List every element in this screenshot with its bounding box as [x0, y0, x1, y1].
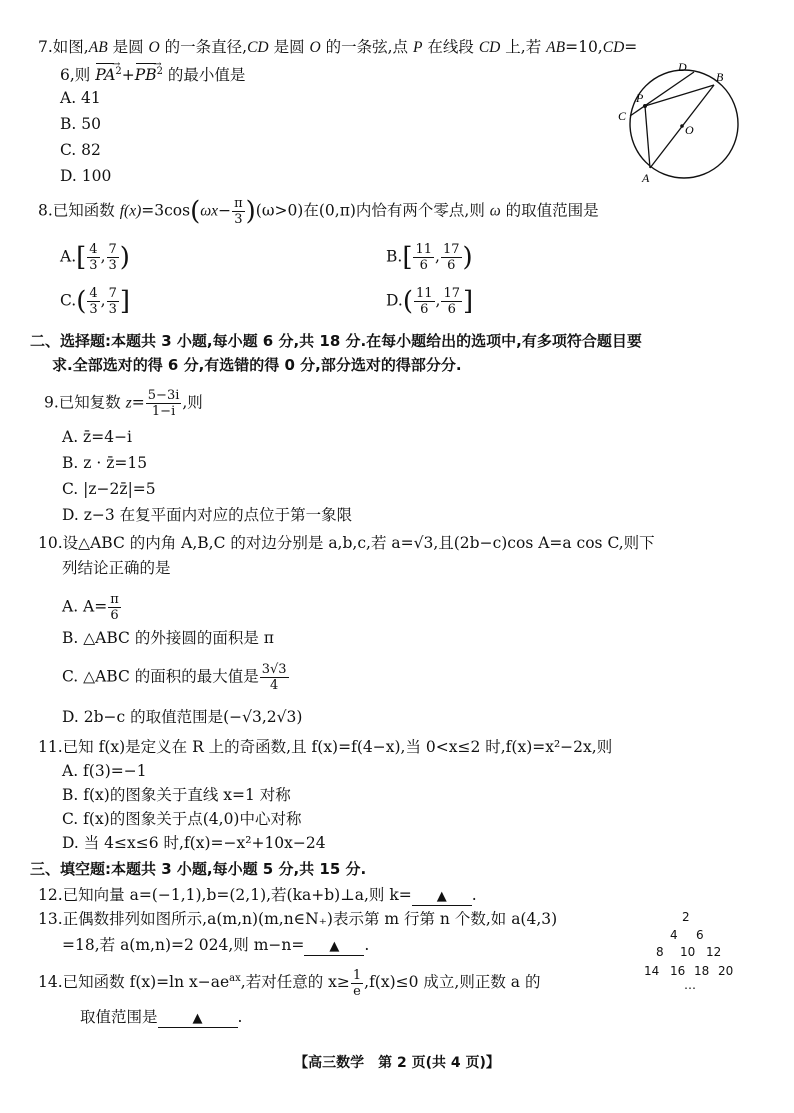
- q13-answer-blank[interactable]: ▲: [304, 939, 364, 956]
- section-2-heading: 二、选择题:本题共 3 小题,每小题 6 分,共 18 分.在每小题给出的选项中,有多项符合题目要: [30, 332, 642, 350]
- page-footer: 【高三数学 第 2 页(共 4 页)】: [294, 1055, 500, 1071]
- q12-answer-blank[interactable]: ▲: [412, 889, 472, 906]
- question-13: 13.正偶数排列如图所示,a(m,n)(m,n∈N₊)表示第 m 行第 n 个数,如 a(4,3): [38, 910, 558, 928]
- q9-option-b: B. z · z̄=15: [62, 454, 148, 472]
- question-10: 10.设△ABC 的内角 A,B,C 的对边分别是 a,b,c,若 a=√3,且(2b−c)cos A=a cos C,则下: [38, 534, 655, 552]
- fig-label-b: B: [716, 70, 724, 84]
- question-8: 8.已知函数 f(x)=3cos(ωx− $\frac{\pi}{3}$ )(ω>0)在(0,π)内恰有两个零点,则 ω 的取值范围是: [38, 196, 599, 227]
- q7-option-c: C. 82: [60, 141, 101, 159]
- fig-label-p: P: [636, 91, 644, 105]
- question-9: 9.已知复数 z= $\frac{5-3i}{1-i}$ ,则: [44, 388, 203, 419]
- fig-label-o: O: [685, 123, 694, 137]
- fig-label-d: D: [678, 60, 687, 74]
- fig-label-c: C: [618, 109, 627, 123]
- q10-option-a: A. A= $\frac{\pi}{6}$: [62, 592, 119, 623]
- fig-label-a: A: [642, 171, 650, 185]
- q9-option-c: C. |z−2z̄|=5: [62, 480, 156, 498]
- q9-option-d: D. z−3 在复平面内对应的点位于第一象限: [62, 506, 353, 524]
- q7-option-d: D. 100: [60, 167, 112, 185]
- q8-option-d: D.( $\frac{11}{6}$ , $\frac{17}{6}$ ]: [386, 286, 474, 317]
- q11-option-d: D. 当 4≤x≤6 时,f(x)=−x²+10x−24: [62, 834, 326, 852]
- q7-option-a: A. 41: [60, 89, 101, 107]
- question-10-line2: 列结论正确的是: [62, 559, 171, 577]
- question-7: 7.如图,AB 是圆 O 的一条直径,CD 是圆 O 的一条弦,点 P 在线段 CD 上,若 AB=10,CD=: [38, 38, 638, 56]
- q11-option-c: C. f(x)的图象关于点(4,0)中心对称: [62, 810, 302, 828]
- question-11: 11.已知 f(x)是定义在 R 上的奇函数,且 f(x)=f(4−x),当 0<x≤2 时,f(x)=x²−2x,则: [38, 738, 613, 756]
- q8-option-c: C.( $\frac{4}{3}$ , $\frac{7}{3}$ ]: [60, 286, 131, 317]
- q14-answer-blank[interactable]: ▲: [158, 1011, 238, 1028]
- section-2-heading-line2: 求.全部选对的得 6 分,有选错的得 0 分,部分选对的得部分分.: [52, 356, 462, 374]
- q10-option-b: B. △ABC 的外接圆的面积是 π: [62, 629, 274, 647]
- q7-option-b: B. 50: [60, 115, 101, 133]
- question-13-line2: =18,若 a(m,n)=2 024,则 m−n= ▲ .: [62, 936, 370, 954]
- q7-circle-figure: [612, 58, 747, 188]
- q10-option-d: D. 2b−c 的取值范围是(−√3,2√3): [62, 708, 303, 726]
- q10-option-c: C. △ABC 的面积的最大值是 $\frac{3√3}{4}$: [62, 662, 287, 693]
- q11-option-b: B. f(x)的图象关于直线 x=1 对称: [62, 786, 291, 804]
- question-14: 14.已知函数 f(x)=ln $x-ae^{ax}$,若对任意的 x≥ $\frac{1}{e}$ ,f(x)≤0 成立,则正数 a 的: [38, 967, 541, 999]
- section-3-heading: 三、填空题:本题共 3 小题,每小题 5 分,共 15 分.: [30, 860, 367, 878]
- question-14-line2: 取值范围是 ▲ .: [80, 1008, 243, 1026]
- question-7-line2: 6,则 PA →$^2$+PB →$^2$ 的最小值是: [38, 59, 754, 88]
- q9-option-a: A. z̄=4−i: [62, 428, 133, 446]
- q11-option-a: A. f(3)=−1: [62, 762, 147, 780]
- q8-option-a: A.[ $\frac{4}{3}$ , $\frac{7}{3}$ ): [60, 242, 130, 273]
- question-12: 12.已知向量 a=(−1,1),b=(2,1),若(ka+b)⊥a,则 k= ▲ .: [38, 886, 477, 904]
- q8-option-b: B.[ $\frac{11}{6}$ , $\frac{17}{6}$ ): [386, 242, 473, 273]
